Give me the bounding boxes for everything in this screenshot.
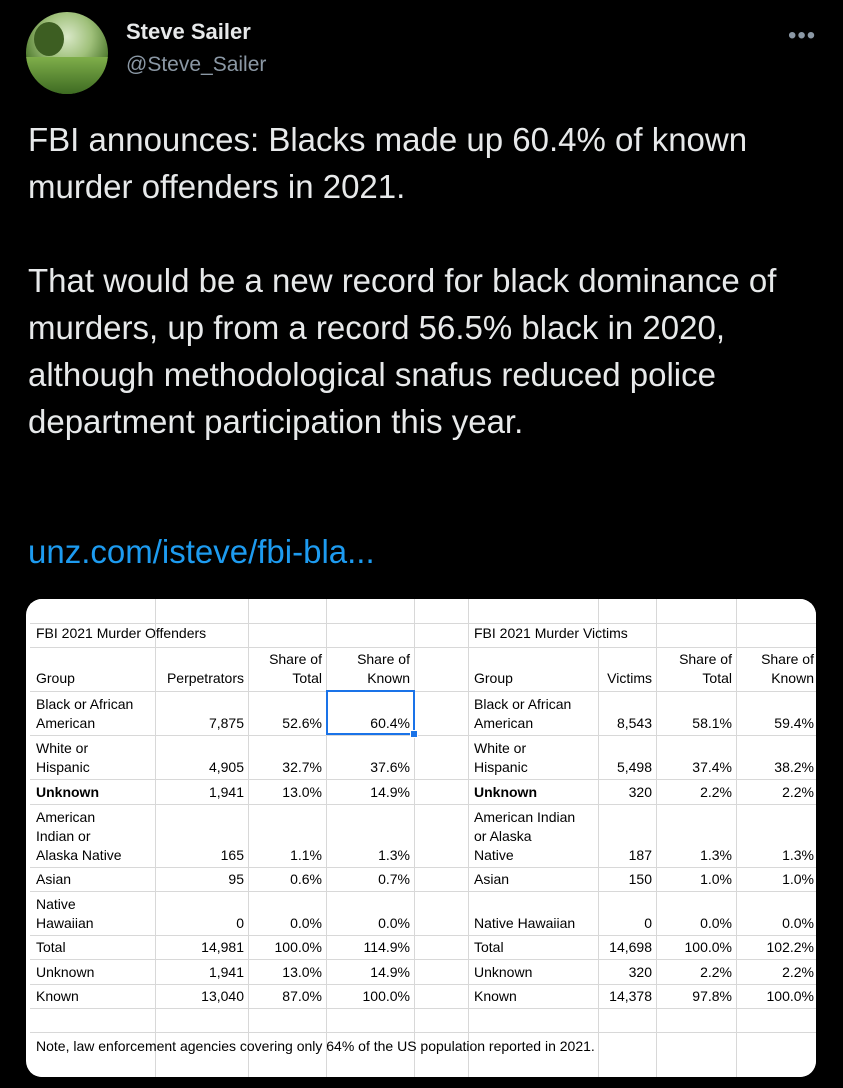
grid-hline <box>30 804 816 805</box>
tweet-link[interactable]: unz.com/isteve/fbi-bla... <box>28 533 375 570</box>
victims-row-count: 150 <box>628 871 652 887</box>
grid-hline <box>30 691 816 692</box>
victims-row-share-known: 38.2% <box>774 759 814 775</box>
victims-row-group-label: American Indian <box>474 809 576 825</box>
victims-row-share-known: 59.4% <box>774 715 814 731</box>
offenders-row-group-label: American <box>36 715 96 731</box>
victims-row-group-label: or Alaska <box>474 828 532 844</box>
victims-header-count: Victims <box>607 670 652 686</box>
victims-header-share-total-1: Share of <box>679 651 732 667</box>
grid-vline <box>414 599 415 1077</box>
grid-hline <box>30 779 816 780</box>
victims-row-group-label: Hispanic <box>474 759 528 775</box>
offenders-row-count: 1,941 <box>208 964 244 980</box>
victims-row-share-known: 1.0% <box>782 871 814 887</box>
offenders-row-count: 95 <box>228 871 244 887</box>
selected-cell-outline <box>326 690 415 735</box>
victims-row-count: 187 <box>628 847 652 863</box>
victims-row-group-label: Native <box>474 847 514 863</box>
offenders-header-share-known-2: Known <box>367 670 410 686</box>
offenders-header-share-known-1: Share of <box>357 651 410 667</box>
victims-row-share-total: 58.1% <box>692 715 732 731</box>
victims-row-group-label: Known <box>474 988 517 1004</box>
offenders-row-count: 0 <box>236 915 244 931</box>
grid-hline <box>30 1008 816 1009</box>
victims-row-share-total: 2.2% <box>700 784 732 800</box>
victims-row-group-label: Native Hawaiian <box>474 915 576 931</box>
offenders-row-share-known: 14.9% <box>370 784 410 800</box>
victims-row-share-known: 0.0% <box>782 915 814 931</box>
image-card[interactable] <box>26 599 816 1077</box>
victims-row-share-total: 100.0% <box>684 939 732 955</box>
grid-hline <box>30 891 816 892</box>
victims-header-share-known-1: Share of <box>761 651 814 667</box>
offenders-row-count: 14,981 <box>201 939 244 955</box>
offenders-row-group-label: Unknown <box>36 784 99 800</box>
offenders-row-group-label: Indian or <box>36 828 91 844</box>
victims-row-group-label: Unknown <box>474 964 533 980</box>
grid-hline <box>30 735 816 736</box>
victims-header-share-total-2: Total <box>702 670 732 686</box>
offenders-row-share-total: 0.6% <box>290 871 322 887</box>
offenders-row-share-total: 100.0% <box>274 939 322 955</box>
offenders-row-group-label: Total <box>36 939 66 955</box>
avatar-tree <box>34 22 64 56</box>
offenders-title: FBI 2021 Murder Offenders <box>36 625 207 641</box>
offenders-row-share-total: 52.6% <box>282 715 322 731</box>
victims-row-count: 320 <box>628 784 652 800</box>
table-note: Note, law enforcement agencies covering only 64% of the US population reported in 2021. <box>36 1038 595 1054</box>
victims-row-share-known: 2.2% <box>782 964 814 980</box>
offenders-row-share-total: 13.0% <box>282 784 322 800</box>
offenders-row-count: 165 <box>220 847 244 863</box>
offenders-row-share-known: 0.7% <box>378 871 410 887</box>
offenders-row-group-label: Unknown <box>36 964 95 980</box>
offenders-row-share-known: 1.3% <box>378 847 410 863</box>
spreadsheet <box>30 599 816 1077</box>
offenders-row-share-known: 0.0% <box>378 915 410 931</box>
offenders-row-group-label: American <box>36 809 96 825</box>
victims-row-share-total: 1.3% <box>700 847 732 863</box>
grid-hline <box>30 935 816 936</box>
victims-row-share-known: 100.0% <box>766 988 814 1004</box>
offenders-header-share-total-1: Share of <box>269 651 322 667</box>
grid-hline <box>30 984 816 985</box>
victims-row-group-label: Total <box>474 939 504 955</box>
offenders-row-group-label: White or <box>36 740 89 756</box>
offenders-header-share-total-2: Total <box>292 670 322 686</box>
victims-row-count: 320 <box>628 964 652 980</box>
offenders-row-share-known: 100.0% <box>362 988 410 1004</box>
offenders-row-share-total: 32.7% <box>282 759 322 775</box>
selection-handle <box>410 730 418 738</box>
offenders-row-group-label: Alaska Native <box>36 847 122 863</box>
victims-row-share-total: 2.2% <box>700 964 732 980</box>
tweet-paragraph-2: That would be a new record for black dominance of murders, up from a record 56.5% black in 2020, although methodological snafus reduced police department participation this year. <box>28 262 777 440</box>
victims-row-count: 8,543 <box>616 715 652 731</box>
tweet-text <box>28 116 828 445</box>
victims-row-share-known: 2.2% <box>782 784 814 800</box>
offenders-row-share-total: 13.0% <box>282 964 322 980</box>
offenders-row-count: 4,905 <box>208 759 244 775</box>
victims-row-group-label: Unknown <box>474 784 537 800</box>
grid-vline <box>468 599 469 1077</box>
offenders-row-count: 7,875 <box>208 715 244 731</box>
offenders-row-share-known: 60.4% <box>370 715 410 731</box>
offenders-row-count: 1,941 <box>208 784 244 800</box>
author-handle[interactable]: @Steve_Sailer <box>126 53 267 76</box>
victims-row-count: 14,698 <box>609 939 652 955</box>
victims-row-share-known: 1.3% <box>782 847 814 863</box>
offenders-row-share-known: 114.9% <box>363 939 410 955</box>
more-horizontal-icon[interactable]: ••• <box>788 22 817 49</box>
offenders-header-count: Perpetrators <box>166 670 244 686</box>
grid-hline <box>30 647 816 648</box>
grid-hline <box>30 1032 816 1033</box>
victims-row-group-label: Asian <box>474 871 510 887</box>
victims-row-group-label: White or <box>474 740 527 756</box>
avatar[interactable] <box>26 12 108 94</box>
victims-header-share-known-2: Known <box>771 670 814 686</box>
victims-row-count: 0 <box>644 915 652 931</box>
offenders-row-count: 13,040 <box>201 988 244 1004</box>
offenders-row-group-label: Native <box>36 896 76 912</box>
victims-row-share-total: 1.0% <box>700 871 732 887</box>
victims-title: FBI 2021 Murder Victims <box>474 625 628 641</box>
offenders-row-share-known: 37.6% <box>370 759 410 775</box>
grid-hline <box>30 959 816 960</box>
offenders-row-share-total: 1.1% <box>290 847 322 863</box>
offenders-row-group-label: Hawaiian <box>36 915 94 931</box>
victims-row-group-label: American <box>474 715 534 731</box>
grid-hline <box>30 867 816 868</box>
victims-header-group: Group <box>474 670 513 686</box>
victims-row-count: 14,378 <box>609 988 652 1004</box>
offenders-row-group-label: Known <box>36 988 79 1004</box>
offenders-row-share-total: 0.0% <box>290 915 322 931</box>
offenders-row-share-known: 14.9% <box>370 964 410 980</box>
victims-row-share-total: 37.4% <box>692 759 732 775</box>
victims-row-share-known: 102.2% <box>766 939 814 955</box>
tweet-paragraph-1: FBI announces: Blacks made up 60.4% of known murder offenders in 2021. <box>28 121 748 205</box>
offenders-row-share-total: 87.0% <box>282 988 322 1004</box>
author-name[interactable]: Steve Sailer <box>126 19 251 44</box>
offenders-row-group-label: Hispanic <box>36 759 90 775</box>
victims-row-share-total: 0.0% <box>700 915 732 931</box>
offenders-row-group-label: Asian <box>36 871 72 887</box>
victims-row-count: 5,498 <box>616 759 652 775</box>
offenders-row-group-label: Black or African <box>36 696 134 712</box>
victims-row-group-label: Black or African <box>474 696 572 712</box>
offenders-header-group: Group <box>36 670 75 686</box>
victims-row-share-total: 97.8% <box>692 988 732 1004</box>
avatar-grass <box>26 57 108 94</box>
